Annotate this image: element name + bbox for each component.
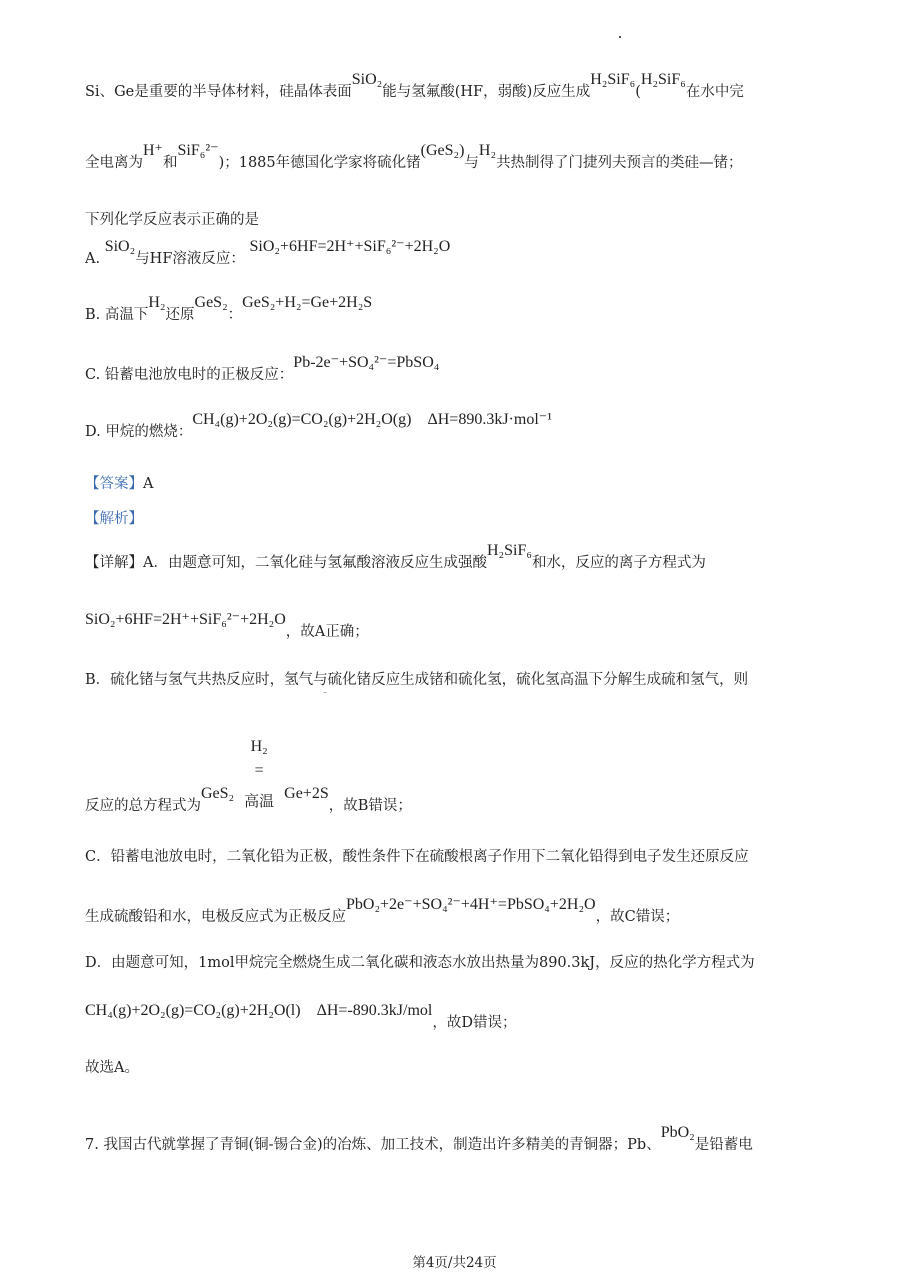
analysis-label: 【解析】 bbox=[85, 511, 143, 527]
detail-b-line-2: 反应的总方程式为GeS₂ H₂ = 高温 Ge+2S，故B错误； bbox=[85, 738, 412, 814]
answer-label: 【答案】 bbox=[85, 476, 143, 492]
detail-a-line-1: 【详解】A．由题意可知，二氧化硅与氢氟酸溶液反应生成强酸H₂SiF₆和水，反应的离子方程式为 bbox=[85, 542, 706, 571]
top-dot bbox=[619, 36, 621, 38]
option-c: C. 铅蓄电池放电时的正极反应：Pb-2e⁻+SO₄²⁻=PbSO₄ bbox=[85, 354, 440, 383]
detail-d-line-1: D．由题意可知，1mol甲烷完全燃烧生成二氧化碳和液态水放出热量为890.3kJ，反应的热化学方程式为 bbox=[85, 955, 755, 971]
conclusion: 故选A。 bbox=[85, 1060, 139, 1076]
answer-value: A bbox=[143, 476, 154, 492]
intro-line-1: Si、Ge是重要的半导体材料，硅晶体表面SiO₂能与氢氟酸(HF，弱酸)反应生成H₂SiF₆(H₂SiF₆在水中完 bbox=[85, 71, 744, 100]
detail-d-line-2: CH₄(g)+2O₂(g)=CO₂(g)+2H₂O(l) ΔH=-890.3kJ/mol，故D错误； bbox=[85, 1002, 517, 1031]
option-b: B. 高温下H₂还原GeS₂：GeS₂+H₂=Ge+2H₂S bbox=[85, 294, 373, 323]
faint-mark bbox=[323, 692, 327, 693]
detail-b-line-1: B．硫化锗与氢气共热反应时，氢气与硫化锗反应生成锗和硫化氢，硫化氢高温下分解生成硫和氢气，则 bbox=[85, 672, 749, 688]
answer-line bbox=[85, 472, 153, 493]
reaction-condition: H₂ = 高温 bbox=[244, 738, 275, 810]
intro-line-2: 全电离为H⁺和SiF₆²⁻)；1885年德国化学家将硫化锗(GeS₂)与H₂共热制得了门捷列夫预言的类硅—锗； bbox=[85, 142, 743, 171]
option-d: D. 甲烷的燃烧：CH₄(g)+2O₂(g)=CO₂(g)+2H₂O(g) ΔH=890.3kJ·mol⁻¹ bbox=[85, 411, 553, 440]
question-7: 7. 我国古代就掌握了青铜(铜-锡合金)的冶炼、加工技术，制造出许多精美的青铜器；Pb、PbO₂是铅蓄电 bbox=[85, 1124, 753, 1153]
detail-a-line-2: SiO₂+6HF=2H⁺+SiF₆²⁻+2H₂O，故A正确； bbox=[85, 611, 369, 640]
detail-c-line-2: 生成硫酸铅和水，电极反应式为正极反应PbO₂+2e⁻+SO₄²⁻+4H⁺=PbSO₄+2H₂O，故C错误； bbox=[85, 896, 680, 925]
intro-line-3: 下列化学反应表示正确的是 bbox=[85, 212, 259, 228]
page-footer: 第4页/共24页 bbox=[412, 1255, 497, 1271]
option-a: A. SiO₂与HF溶液反应： SiO₂+6HF=2H⁺+SiF₆²⁻+2H₂O bbox=[85, 238, 451, 267]
detail-c-line-1: C．铅蓄电池放电时，二氧化铅为正极，酸性条件下在硫酸根离子作用下二氧化铅得到电子发生还原反应 bbox=[85, 849, 749, 865]
